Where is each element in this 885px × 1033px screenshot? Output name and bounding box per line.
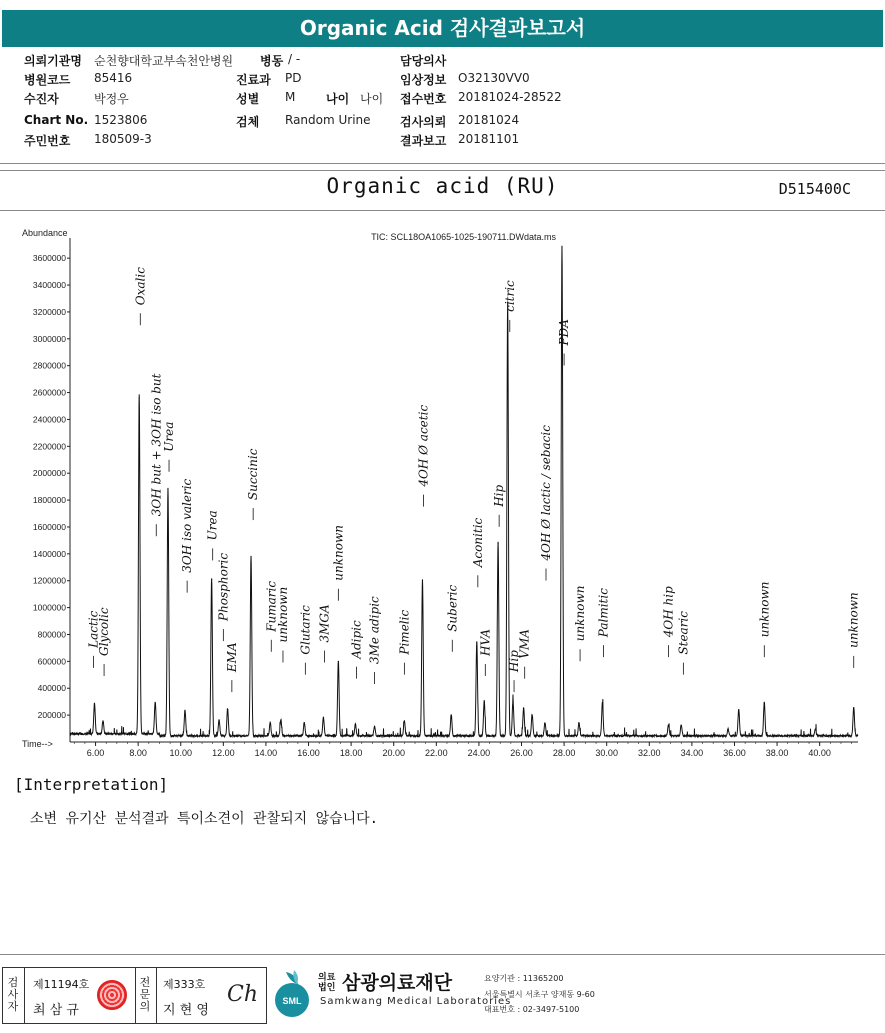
- peak-annotation: 4OH Ø lactic / sebacic: [539, 425, 553, 561]
- y-tick-label: 1800000: [32, 495, 66, 506]
- chart-no-value: 1523806: [94, 113, 148, 127]
- peak-point: [451, 715, 452, 716]
- peak-annotation: 3MGA: [317, 604, 332, 643]
- y-tick-label: 1200000: [32, 575, 66, 586]
- specimen-value: Random Urine: [285, 113, 371, 127]
- request-label: 검사의뢰: [400, 115, 447, 129]
- peak-annotation: Fumaric: [264, 580, 279, 632]
- department-label: 진료과: [236, 73, 271, 87]
- peak-annotation: Palmitic: [596, 588, 611, 638]
- peak-annotation: Suberic: [445, 584, 460, 632]
- peak-annotation: Phosphoric: [216, 552, 231, 621]
- peak-annotation: Succinic: [246, 448, 261, 501]
- peak-point: [544, 723, 545, 724]
- examiner-name: 최 삼 규: [33, 1003, 79, 1018]
- sex-label: 성별: [236, 92, 260, 106]
- x-tick-label: 6.00: [86, 748, 105, 758]
- x-axis-label: Time-->: [22, 739, 53, 749]
- x-tick-label: 38.00: [765, 748, 789, 758]
- peak-point: [422, 580, 423, 581]
- confirm-number: 제333호: [163, 978, 206, 991]
- peak-point: [270, 723, 271, 724]
- peak-point: [250, 556, 251, 557]
- peak-point: [139, 397, 140, 398]
- peak-annotation: Pimelic: [397, 609, 412, 655]
- y-tick-label: 2400000: [32, 414, 66, 425]
- examiner-number: 제11194호: [33, 978, 90, 991]
- peak-annotation: 3OH iso valeric: [180, 478, 195, 573]
- hospital-code-label: 병원코드: [24, 73, 71, 87]
- institution-label: 의뢰기관명: [24, 54, 82, 68]
- peak-point: [853, 708, 854, 709]
- hospital-code-value: 85416: [94, 71, 133, 85]
- peak-point: [668, 725, 669, 726]
- y-tick-label: 800000: [37, 629, 66, 640]
- receipt-label: 접수번호: [400, 92, 447, 106]
- peak-annotation: Urea: [162, 421, 176, 452]
- sml-logo-icon: [272, 968, 314, 1020]
- report-date-label: 결과보고: [400, 134, 447, 148]
- peak-point: [512, 701, 513, 702]
- y-tick-label: 1400000: [32, 548, 66, 559]
- peak-annotation: 4OH hip: [661, 586, 676, 638]
- peak-annotation: 4OH Ø acetic: [416, 404, 431, 487]
- peak-annotation: 3OH but + 3OH iso but: [149, 373, 164, 517]
- peak-point: [578, 723, 579, 724]
- chromatogram-chart: [0, 222, 885, 762]
- tic-label: TIC: SCL18OA1065-1025-190711.DWdata.ms: [371, 232, 556, 242]
- peak-point: [211, 579, 212, 580]
- y-tick-label: 3400000: [32, 280, 66, 291]
- divider: [0, 170, 885, 171]
- signature-box: [2, 967, 267, 1024]
- peak-point: [338, 661, 339, 662]
- y-tick-label: 3000000: [32, 333, 66, 344]
- peak-annotation: Glycolic: [97, 607, 112, 656]
- x-tick-label: 8.00: [129, 748, 147, 758]
- x-tick-label: 20.00: [382, 748, 405, 758]
- seal-icon: [97, 980, 127, 1010]
- peak-annotation: HVA: [478, 629, 493, 656]
- x-tick-label: 30.00: [595, 748, 618, 758]
- examiner-label: 검사자: [7, 976, 19, 1013]
- peak-point: [815, 729, 816, 730]
- peak-annotation: unknown: [846, 592, 861, 648]
- peak-annotation: unknown: [331, 525, 346, 581]
- x-tick-label: 24.00: [467, 748, 491, 758]
- resident-value: 180509-3: [94, 132, 152, 146]
- peak-point: [94, 705, 95, 706]
- x-tick-label: 28.00: [552, 748, 576, 758]
- org-phone: 대표번호 : 02-3497-5100: [484, 1005, 580, 1014]
- x-tick-label: 32.00: [638, 748, 661, 758]
- peak-annotation: Urea: [205, 510, 220, 541]
- svg-text:SML: SML: [282, 996, 302, 1006]
- ward-label: 병동: [260, 54, 284, 68]
- peak-annotation: Hip: [507, 650, 521, 673]
- peak-point: [497, 542, 498, 543]
- x-tick-label: 34.00: [680, 748, 704, 758]
- peak-point: [155, 704, 156, 705]
- divider: [0, 954, 885, 955]
- peak-annotation: Lactic: [86, 610, 101, 648]
- chart-no-label: Chart No.: [24, 113, 89, 127]
- peak-point: [484, 701, 485, 702]
- specimen-label: 검체: [236, 115, 260, 129]
- peak-annotation: 3Me adipic: [367, 596, 382, 664]
- peak-annotation: Aconitic: [470, 517, 485, 568]
- y-tick-label: 2800000: [32, 360, 66, 371]
- clinical-value: O32130VV0: [458, 71, 530, 85]
- y-axis-label: Abundance: [22, 228, 68, 238]
- org-name: 삼광의료재단: [342, 972, 453, 994]
- institution-value: 순천향대학교부속천안병원: [94, 54, 234, 68]
- patient-value: 박정우: [94, 92, 129, 106]
- department-value: PD: [285, 71, 302, 85]
- org-english-name: Samkwang Medical Laboratories: [320, 996, 512, 1007]
- peak-point: [523, 708, 524, 709]
- x-tick-label: 40.00: [808, 748, 831, 758]
- peak-annotation: Hip: [492, 484, 507, 507]
- report-title: Organic acid (RU): [326, 174, 559, 198]
- y-tick-label: 2000000: [32, 468, 66, 479]
- peak-annotation: unknown: [573, 585, 588, 642]
- x-tick-label: 22.00: [425, 748, 448, 758]
- y-tick-label: 2600000: [32, 387, 66, 398]
- y-tick-label: 2200000: [32, 441, 66, 452]
- peak-annotation: unknown: [757, 581, 772, 638]
- peak-point: [355, 724, 356, 725]
- request-value: 20181024: [458, 113, 520, 127]
- peak-point: [404, 721, 405, 722]
- y-tick-label: 1000000: [32, 602, 66, 613]
- peak-annotation: Oxalic: [133, 267, 148, 306]
- report-header: Organic Acid 검사결과보고서: [2, 10, 883, 47]
- x-tick-label: 16.00: [297, 748, 320, 758]
- y-tick-label: 400000: [37, 683, 66, 694]
- interpretation-title: [Interpretation]: [14, 775, 169, 794]
- peak-point: [764, 702, 765, 703]
- peak-annotation: citric: [502, 280, 517, 312]
- ward-value: / -: [288, 52, 301, 66]
- peak-point: [304, 723, 305, 724]
- y-tick-label: 200000: [37, 710, 66, 721]
- resident-label: 주민번호: [24, 134, 71, 148]
- y-tick-label: 1600000: [32, 521, 66, 532]
- age-label: 나이: [326, 92, 350, 106]
- org-code: 요양기관 : 11365200: [484, 974, 564, 983]
- chart-annotations: [86, 267, 860, 692]
- chart-axes: [22, 228, 858, 758]
- peak-point: [102, 723, 103, 724]
- peak-point: [184, 710, 185, 711]
- peak-point: [167, 489, 168, 490]
- divider: [0, 163, 885, 164]
- peak-point: [374, 727, 375, 728]
- patient-label: 수진자: [24, 92, 59, 106]
- peak-annotation: EMA: [224, 642, 239, 673]
- patient-info: [24, 52, 864, 152]
- x-tick-label: 26.00: [510, 748, 533, 758]
- report-code: D515400C: [778, 180, 851, 198]
- peak-annotation: PDA: [557, 319, 572, 346]
- signature-icon: Ch: [227, 982, 259, 1007]
- confirm-name: 지 현 영: [163, 1003, 209, 1018]
- peak-point: [602, 702, 603, 703]
- clinical-label: 임상정보: [400, 73, 447, 87]
- x-tick-label: 10.00: [169, 748, 193, 758]
- x-tick-label: 12.00: [212, 748, 235, 758]
- report-date-value: 20181101: [458, 132, 520, 146]
- peak-point: [727, 729, 728, 730]
- peak-annotation: Glutaric: [298, 605, 313, 655]
- peak-annotation: unknown: [276, 586, 290, 643]
- confirm-label: 전문의: [139, 976, 151, 1013]
- peak-point: [532, 715, 533, 716]
- x-tick-label: 18.00: [339, 748, 363, 758]
- peak-point: [218, 720, 219, 721]
- peak-annotation: Adipic: [349, 620, 364, 659]
- y-tick-label: 600000: [37, 656, 66, 667]
- doctor-label: 담당의사: [400, 54, 447, 68]
- peak-annotation: Stearic: [676, 611, 691, 655]
- y-tick-label: 3200000: [32, 306, 66, 317]
- peak-point: [681, 725, 682, 726]
- x-tick-label: 36.00: [723, 748, 746, 758]
- divider: [0, 210, 885, 211]
- peak-point: [323, 717, 324, 718]
- x-tick-label: 14.00: [254, 748, 278, 758]
- org-type: 의료법인: [318, 973, 336, 993]
- interpretation-text: 소변 유기산 분석결과 특이소견이 관찰되지 않습니다.: [30, 811, 379, 827]
- sex-value: M: [285, 90, 296, 104]
- peak-point: [561, 247, 562, 248]
- peak-point: [227, 709, 228, 710]
- peak-point: [476, 642, 477, 643]
- peak-point: [280, 720, 281, 721]
- age-value: 나이: [360, 92, 384, 106]
- y-tick-label: 3600000: [32, 253, 66, 264]
- org-address: 서울특별시 서초구 양재동 9-60: [484, 990, 595, 999]
- peak-annotation: VMA: [517, 629, 532, 659]
- peak-point: [738, 709, 739, 710]
- receipt-value: 20181024-28522: [458, 90, 562, 104]
